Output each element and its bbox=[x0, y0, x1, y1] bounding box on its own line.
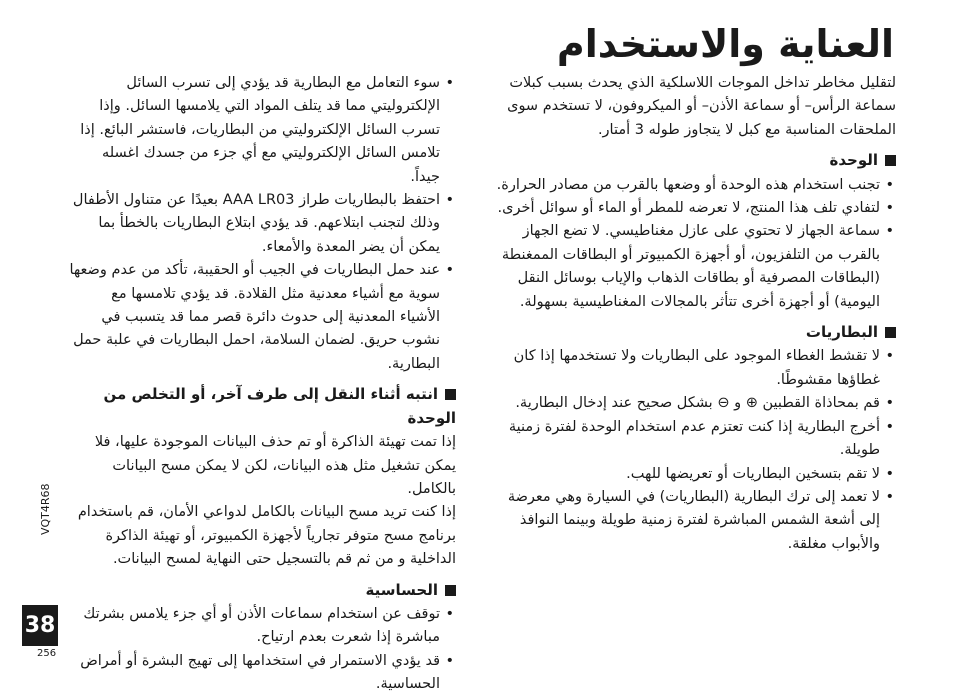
list-item: • سماعة الجهاز لا تحتوي على عازل مغناطيسي. لا تضع الجهاز بالقرب من التلفزيون، أو أجهزة الكمبيوتر أو البطاقات الممغنطة (البطاقات المصرفية أو بطاقات الذهاب والإياب بوسائل النقل اليومية) أو أجهزة أخرى تتأثر بالمجالات المغناطيسية بسهولة. bbox=[496, 220, 896, 314]
heading-square-icon bbox=[445, 389, 456, 400]
list-item: • احتفظ بالبطاريات طراز AAA LR03 بعيدًا عن متناول الأطفال وذلك لتجنب ابتلاعهم. قد يؤدي ابتلاع البطاريات بالخطأ بما يمكن أن يضر المعدة والأمعاء. bbox=[68, 189, 456, 259]
right-column bbox=[496, 72, 896, 556]
unit-list bbox=[496, 174, 896, 314]
heading-square-icon bbox=[885, 155, 896, 166]
list-item: • تجنب استخدام هذه الوحدة أو وضعها بالقرب من مصادر الحرارة. bbox=[496, 174, 896, 197]
batteries-heading: البطاريات bbox=[496, 321, 896, 344]
page-number-badge: 38 bbox=[22, 605, 58, 646]
page-title: العناية والاستخدام bbox=[556, 22, 894, 66]
list-item: • أخرج البطارية إذا كنت تعتزم عدم استخدام الوحدة لفترة زمنية طويلة. bbox=[496, 416, 896, 463]
list-item: • لا تعمد إلى ترك البطارية (البطاريات) في السيارة وهي معرضة إلى أشعة الشمس المباشرة لفترة زمنية طويلة وبينما النوافذ والأبواب مغلقة. bbox=[496, 486, 896, 556]
list-item: • قم بمحاذاة القطبين ⊕ و ⊖ بشكل صحيح عند إدخال البطارية. bbox=[496, 392, 896, 415]
list-item: • عند حمل البطاريات في الجيب أو الحقيبة، تأكد من عدم وضعها سوية مع أشياء معدنية مثل القلادة. قد يؤدي تلامسها مع الأشياء المعدنية إلى حدوث دائرة قصر مما قد يتسبب في نشوب حريق. لضمان السلامة، احمل البطاريات في علبة حمل البطارية. bbox=[68, 259, 456, 376]
allergy-heading: الحساسية bbox=[68, 579, 456, 602]
left-column bbox=[68, 72, 456, 697]
battery-list-continued bbox=[68, 72, 456, 376]
transfer-paragraph-1: إذا تمت تهيئة الذاكرة أو تم حذف البيانات الموجودة عليها، فلا يمكن تشغيل مثل هذه البيانات، لكن لا يمكن مسح البيانات بالكامل. bbox=[94, 434, 456, 497]
battery-list bbox=[496, 345, 896, 556]
intro-paragraph: لتقليل مخاطر تداخل الموجات اللاسلكية الذي يحدث بسبب كبلات سماعة الرأس– أو سماعة الأذن– أو الميكروفون، لا تستخدم سوى الملحقات المناسبة مع كبل لا يتجاوز طوله 3 أمتار. bbox=[507, 75, 896, 138]
list-item: • لا تقم بتسخين البطاريات أو تعريضها للهب. bbox=[496, 463, 896, 486]
list-item: • توقف عن استخدام سماعات الأذن أو أي جزء يلامس بشرتك مباشرة إذا شعرت بعدم ارتياح. bbox=[68, 603, 456, 650]
transfer-heading: انتبه أثناء النقل إلى طرف آخر، أو التخلص من الوحدة bbox=[103, 385, 456, 427]
unit-heading: الوحدة bbox=[496, 149, 896, 172]
heading-square-icon bbox=[445, 585, 456, 596]
list-item: • قد يؤدي الاستمرار في استخدامها إلى تهيج البشرة أو أمراض الحساسية. bbox=[68, 650, 456, 697]
model-code: VQT4R68 bbox=[39, 483, 52, 535]
heading-square-icon bbox=[885, 327, 896, 338]
transfer-paragraph-2: إذا كنت تريد مسح البيانات بالكامل لدواعي الأمان، قم باستخدام برنامج مسح متوفر تجارياً لأجهزة الكمبيوتر، أو تهيئة الذاكرة الداخلية و من ثم قم بالتسجيل حتى النهاية لمسح البيانات. bbox=[77, 504, 456, 568]
list-item: • لتفادي تلف هذا المنتج، لا تعرضه للمطر أو الماء أو سوائل أخرى. bbox=[496, 197, 896, 220]
list-item: • سوء التعامل مع البطارية قد يؤدي إلى تسرب السائل الإلكتروليتي مما قد يتلف المواد التي يلامسها السائل. وإذا تسرب السائل الإلكتروليتي من البطاريات، فاستشر البائع. إذا تلامس السائل الإلكتروليتي مع أي جزء من جسدك اغسله جيداً. bbox=[68, 72, 456, 189]
sub-page-number: 256 bbox=[37, 648, 57, 659]
allergy-list bbox=[68, 603, 456, 697]
list-item: • لا تقشط الغطاء الموجود على البطاريات ولا تستخدمها إذا كان غطاؤها مقشوطًا. bbox=[496, 345, 896, 392]
